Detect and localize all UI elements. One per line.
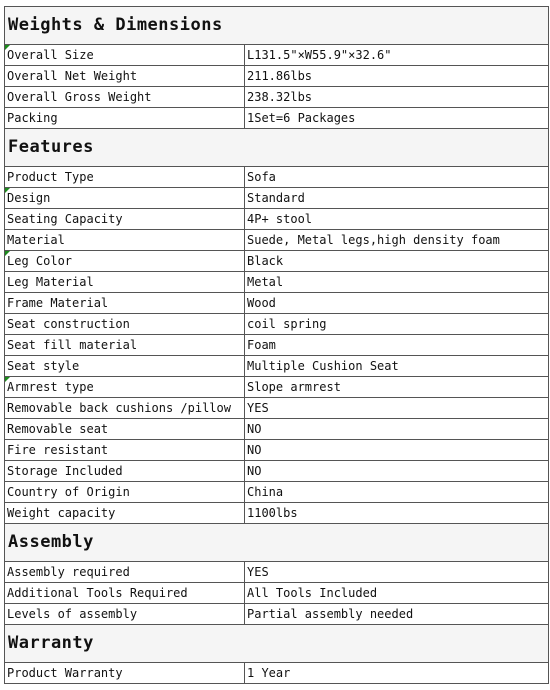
spec-label: Seat construction bbox=[5, 314, 245, 335]
spec-value: China bbox=[245, 482, 549, 503]
spec-label: Fire resistant bbox=[5, 440, 245, 461]
spec-value: YES bbox=[245, 398, 549, 419]
spec-value: Slope armrest bbox=[245, 377, 549, 398]
spec-value: 238.32lbs bbox=[245, 87, 549, 108]
spec-row bbox=[5, 503, 549, 524]
spec-row bbox=[5, 66, 549, 87]
spec-label: Seat style bbox=[5, 356, 245, 377]
spec-value: Sofa bbox=[245, 167, 549, 188]
spec-label: Seating Capacity bbox=[5, 209, 245, 230]
spec-row bbox=[5, 562, 549, 583]
spec-row bbox=[5, 398, 549, 419]
spec-row bbox=[5, 440, 549, 461]
spec-row bbox=[5, 167, 549, 188]
spec-value: Standard bbox=[245, 188, 549, 209]
spec-row bbox=[5, 188, 549, 209]
spec-label: Levels of assembly bbox=[5, 604, 245, 625]
spec-label: Country of Origin bbox=[5, 482, 245, 503]
section-title: Weights & Dimensions bbox=[5, 7, 549, 45]
spec-value: Foam bbox=[245, 335, 549, 356]
spec-label: Leg Color bbox=[5, 251, 245, 272]
spec-row bbox=[5, 209, 549, 230]
spec-table-body bbox=[5, 7, 549, 684]
section-header bbox=[5, 625, 549, 663]
section-header bbox=[5, 7, 549, 45]
spec-label: Weight capacity bbox=[5, 503, 245, 524]
spec-label: Assembly required bbox=[5, 562, 245, 583]
spec-row bbox=[5, 87, 549, 108]
spec-label: Packing bbox=[5, 108, 245, 129]
spec-label: Seat fill material bbox=[5, 335, 245, 356]
section-title: Features bbox=[5, 129, 549, 167]
spec-row bbox=[5, 230, 549, 251]
section-header bbox=[5, 524, 549, 562]
spec-value: 4P+ stool bbox=[245, 209, 549, 230]
spec-label: Overall Net Weight bbox=[5, 66, 245, 87]
spec-value: All Tools Included bbox=[245, 583, 549, 604]
spec-row bbox=[5, 356, 549, 377]
spec-row bbox=[5, 293, 549, 314]
spec-value: 1 Year bbox=[245, 663, 549, 684]
spec-value: coil spring bbox=[245, 314, 549, 335]
spec-value: 1100lbs bbox=[245, 503, 549, 524]
spec-value: NO bbox=[245, 419, 549, 440]
spec-label: Overall Gross Weight bbox=[5, 87, 245, 108]
spec-row bbox=[5, 482, 549, 503]
spec-row bbox=[5, 663, 549, 684]
section-title: Assembly bbox=[5, 524, 549, 562]
spec-row bbox=[5, 251, 549, 272]
spec-value: L131.5"×W55.9"×32.6" bbox=[245, 45, 549, 66]
spec-value: Metal bbox=[245, 272, 549, 293]
spec-value: YES bbox=[245, 562, 549, 583]
spec-row bbox=[5, 377, 549, 398]
section-title: Warranty bbox=[5, 625, 549, 663]
spec-value: Partial assembly needed bbox=[245, 604, 549, 625]
spec-row bbox=[5, 604, 549, 625]
spec-value: NO bbox=[245, 461, 549, 482]
spec-value: NO bbox=[245, 440, 549, 461]
spec-label: Design bbox=[5, 188, 245, 209]
spec-row bbox=[5, 461, 549, 482]
spec-value: 1Set=6 Packages bbox=[245, 108, 549, 129]
spec-row bbox=[5, 583, 549, 604]
spec-label: Armrest type bbox=[5, 377, 245, 398]
spec-row bbox=[5, 314, 549, 335]
spec-label: Additional Tools Required bbox=[5, 583, 245, 604]
spec-row bbox=[5, 335, 549, 356]
spec-label: Material bbox=[5, 230, 245, 251]
spec-row bbox=[5, 419, 549, 440]
spec-label: Removable seat bbox=[5, 419, 245, 440]
spec-row bbox=[5, 272, 549, 293]
spec-value: Multiple Cushion Seat bbox=[245, 356, 549, 377]
spec-label: Product Type bbox=[5, 167, 245, 188]
spec-label: Leg Material bbox=[5, 272, 245, 293]
spec-table bbox=[4, 6, 549, 684]
section-header bbox=[5, 129, 549, 167]
spec-value: Wood bbox=[245, 293, 549, 314]
spec-row bbox=[5, 108, 549, 129]
spec-value: Black bbox=[245, 251, 549, 272]
spec-label: Storage Included bbox=[5, 461, 245, 482]
spec-value: 211.86lbs bbox=[245, 66, 549, 87]
spec-value: Suede, Metal legs,high density foam bbox=[245, 230, 549, 251]
spec-label: Product Warranty bbox=[5, 663, 245, 684]
spec-label: Overall Size bbox=[5, 45, 245, 66]
spec-row bbox=[5, 45, 549, 66]
spec-label: Frame Material bbox=[5, 293, 245, 314]
spec-label: Removable back cushions /pillow bbox=[5, 398, 245, 419]
